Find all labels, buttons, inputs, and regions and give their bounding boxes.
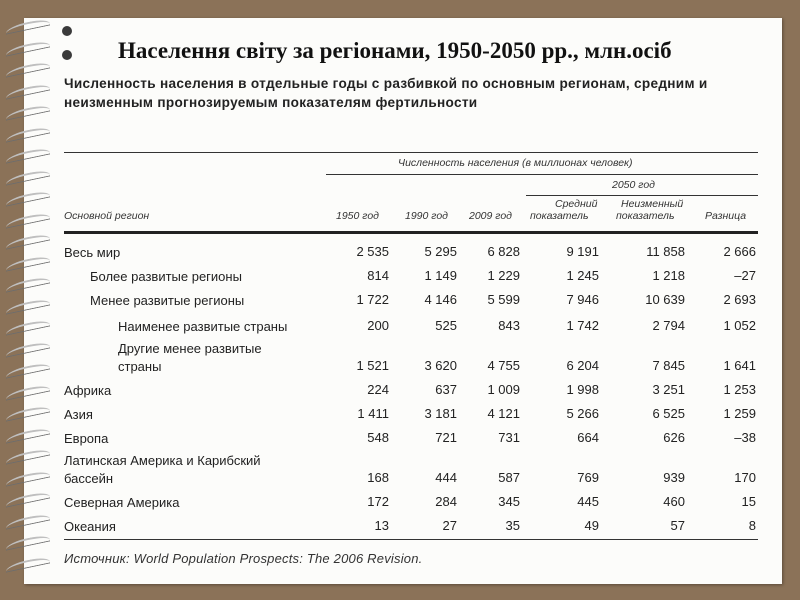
cell-v1950: 172	[367, 494, 389, 509]
binding-hole	[62, 26, 72, 36]
col-header-2009: 2009 год	[469, 210, 512, 222]
cell-v1950: 814	[367, 268, 389, 283]
row-label: Океания	[64, 519, 116, 534]
cell-v1950: 1 521	[356, 358, 389, 373]
cell-v2009: 1 229	[487, 268, 520, 283]
row-label: Весь мир	[64, 245, 121, 260]
cell-v1990: 637	[435, 382, 457, 397]
cell-avg: 7 946	[566, 292, 599, 307]
binding-ring	[6, 108, 50, 114]
cell-v1950: 13	[374, 518, 389, 533]
cell-const: 7 845	[652, 358, 685, 373]
row-label: Латинская Америка и Карибский	[64, 453, 261, 468]
col-header-diff: Разница	[705, 210, 747, 222]
cell-v1990: 27	[442, 518, 457, 533]
col-header-1950: 1950 год	[336, 210, 379, 222]
binding-ring	[6, 452, 50, 458]
cell-v2009: 843	[498, 318, 520, 333]
binding-ring	[6, 151, 50, 157]
cell-v1990: 4 146	[424, 292, 457, 307]
cell-diff: 15	[741, 494, 756, 509]
cell-v1950: 2 535	[356, 244, 389, 259]
cell-avg: 664	[577, 430, 599, 445]
binding-ring	[6, 560, 50, 566]
group-header: Численность населения (в миллионах человек)	[398, 157, 633, 169]
table-caption: Численность населения в отдельные годы с разбивкой по основным регионам, средним и неизменным прогнозируемым показателям фертильности	[64, 76, 708, 110]
cell-diff: 170	[734, 470, 756, 485]
binding-ring	[6, 280, 50, 286]
binding-ring	[6, 22, 50, 28]
cell-v2009: 5 599	[487, 292, 520, 307]
row-label: Более развитые регионы	[90, 269, 242, 284]
row-label: бассейн	[64, 471, 114, 486]
row-label: Африка	[64, 383, 112, 398]
col-header-avg-1: Средний	[555, 198, 598, 210]
table-top-rule	[64, 152, 758, 153]
cell-v2009: 6 828	[487, 244, 520, 259]
col-header-1990: 1990 год	[405, 210, 448, 222]
cell-const: 2 794	[652, 318, 685, 333]
binding-ring	[6, 173, 50, 179]
binding-ring	[6, 388, 50, 394]
col-header-avg-2: показатель	[530, 210, 589, 222]
binding-ring	[6, 302, 50, 308]
cell-diff: 2 693	[723, 292, 756, 307]
cell-v1990: 444	[435, 470, 457, 485]
cell-avg: 445	[577, 494, 599, 509]
cell-avg: 1 245	[566, 268, 599, 283]
sub-group-rule	[526, 195, 758, 196]
spiral-binding	[0, 18, 60, 584]
binding-ring	[6, 216, 50, 222]
source-note: Источник: World Population Prospects: The 2006 Revision.	[64, 551, 423, 566]
header-bottom-rule	[64, 231, 758, 234]
cell-v1990: 721	[435, 430, 457, 445]
cell-v1990: 284	[435, 494, 457, 509]
binding-ring	[6, 517, 50, 523]
group-header-rule	[326, 174, 758, 175]
binding-ring	[6, 259, 50, 265]
cell-diff: 2 666	[723, 244, 756, 259]
cell-v2009: 1 009	[487, 382, 520, 397]
binding-ring	[6, 65, 50, 71]
cell-v2009: 4 121	[487, 406, 520, 421]
cell-v2009: 731	[498, 430, 520, 445]
binding-ring	[6, 474, 50, 480]
binding-holes	[62, 26, 72, 74]
row-label: Другие менее развитые	[118, 341, 262, 356]
cell-v1950: 224	[367, 382, 389, 397]
cell-v1950: 200	[367, 318, 389, 333]
table-bottom-rule	[64, 539, 758, 540]
binding-ring	[6, 366, 50, 372]
cell-v1950: 1 722	[356, 292, 389, 307]
cell-v1950: 548	[367, 430, 389, 445]
binding-hole	[62, 50, 72, 60]
slide-title: Населення світу за регіонами, 1950-2050 рр., млн.осіб	[118, 38, 672, 63]
cell-v1990: 5 295	[424, 244, 457, 259]
row-label: Наименее развитые страны	[118, 319, 288, 334]
cell-v1950: 1 411	[357, 406, 389, 421]
cell-diff: –27	[734, 268, 756, 283]
row-label: Азия	[64, 407, 93, 422]
binding-ring	[6, 538, 50, 544]
cell-diff: 1 641	[723, 358, 756, 373]
cell-const: 11 858	[646, 244, 685, 259]
cell-diff: 1 052	[723, 318, 756, 333]
cell-avg: 1 742	[566, 318, 599, 333]
cell-v2009: 345	[498, 494, 520, 509]
cell-v1950: 168	[367, 470, 389, 485]
cell-diff: 1 253	[723, 382, 756, 397]
cell-diff: 1 259	[723, 406, 756, 421]
cell-const: 6 525	[652, 406, 685, 421]
cell-const: 626	[663, 430, 685, 445]
cell-v1990: 3 620	[424, 358, 457, 373]
cell-v2009: 35	[505, 518, 520, 533]
cell-avg: 49	[584, 518, 599, 533]
col-header-const-2: показатель	[616, 210, 675, 222]
cell-v1990: 525	[435, 318, 457, 333]
cell-avg: 6 204	[566, 358, 599, 373]
binding-ring	[6, 194, 50, 200]
binding-ring	[6, 237, 50, 243]
cell-v2009: 587	[498, 470, 520, 485]
cell-const: 1 218	[652, 268, 685, 283]
binding-ring	[6, 409, 50, 415]
cell-v1990: 1 149	[424, 268, 457, 283]
binding-ring	[6, 87, 50, 93]
cell-const: 57	[670, 518, 685, 533]
cell-avg: 9 191	[566, 244, 599, 259]
sub-group-header: 2050 год	[612, 179, 655, 191]
binding-ring	[6, 495, 50, 501]
cell-diff: 8	[748, 518, 756, 533]
binding-ring	[6, 44, 50, 50]
row-label: страны	[118, 359, 162, 374]
binding-ring	[6, 431, 50, 437]
col-header-const-1: Неизменный	[621, 198, 684, 210]
cell-const: 460	[663, 494, 685, 509]
col-header-region: Основной регион	[64, 210, 150, 222]
cell-diff: –38	[734, 430, 756, 445]
cell-const: 939	[663, 470, 685, 485]
row-label: Северная Америка	[64, 495, 180, 510]
binding-ring	[6, 130, 50, 136]
cell-avg: 1 998	[566, 382, 599, 397]
row-label: Менее развитые регионы	[90, 293, 245, 308]
binding-ring	[6, 323, 50, 329]
cell-v1990: 3 181	[424, 406, 457, 421]
cell-v2009: 4 755	[487, 358, 520, 373]
cell-avg: 5 266	[566, 406, 599, 421]
cell-avg: 769	[577, 470, 599, 485]
row-label: Европа	[64, 431, 109, 446]
cell-const: 10 639	[645, 292, 685, 307]
cell-const: 3 251	[652, 382, 685, 397]
binding-ring	[6, 345, 50, 351]
